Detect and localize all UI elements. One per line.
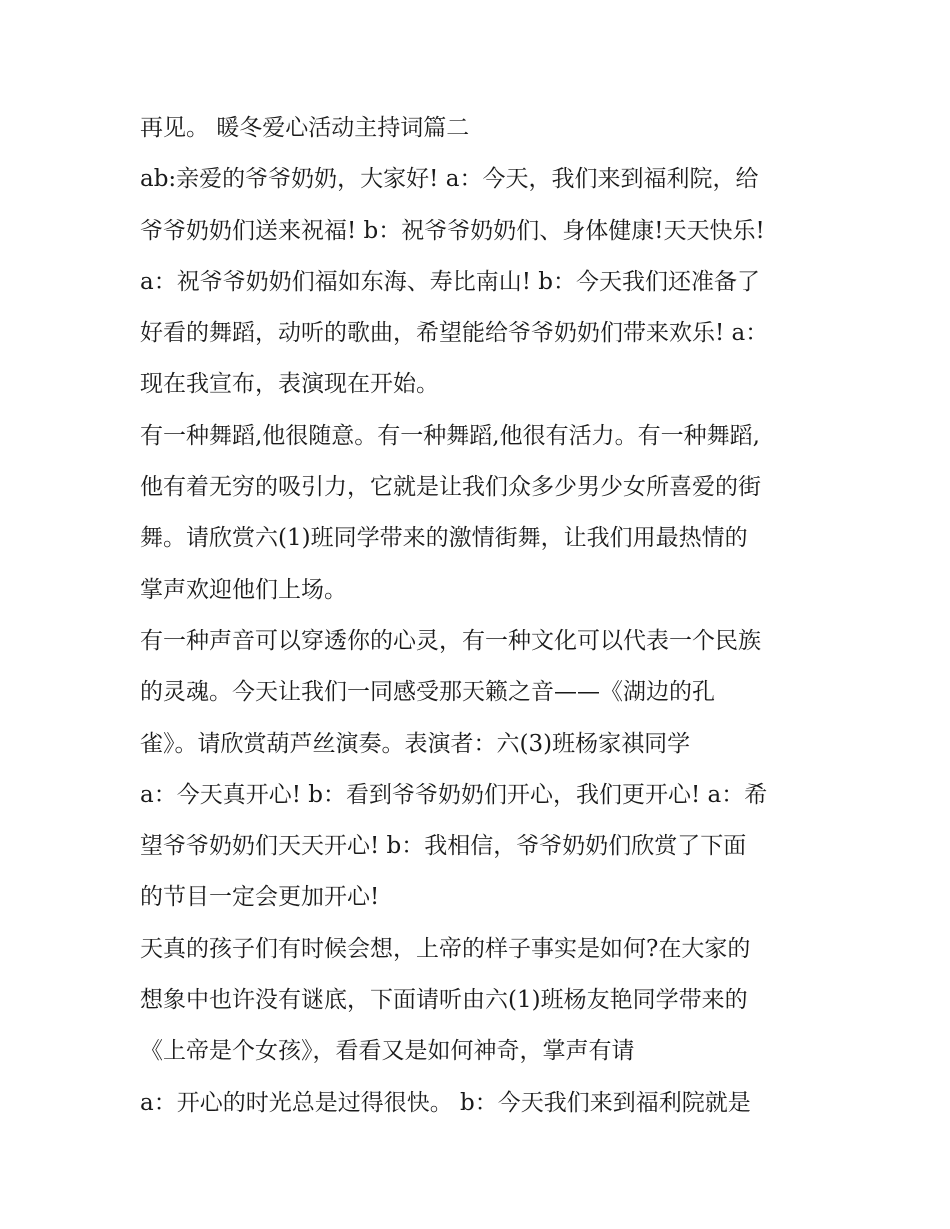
text-line: 有一种舞蹈,他很随意。有一种舞蹈,他很有活力。有一种舞蹈, <box>140 422 760 449</box>
text-line: 有一种声音可以穿透你的心灵，有一种文化可以代表一个民族 <box>140 627 761 654</box>
text-line: a：祝爷爷奶奶们福如东海、寿比南山! b：今天我们还准备了 <box>140 268 760 295</box>
text-line: a：开心的时光总是过得很快。 b：今天我们来到福利院就是 <box>140 1089 751 1116</box>
text-line: 爷爷奶奶们送来祝福! b：祝爷爷奶奶们、身体健康!天天快乐! <box>140 217 765 244</box>
text-line: a：今天真开心! b：看到爷爷奶奶们开心，我们更开心! a：希 <box>140 781 768 808</box>
text-line: 天真的孩子们有时候会想，上帝的样子事实是如何?在大家的 <box>140 935 751 962</box>
text-line: 的灵魂。今天让我们一同感受那天籁之音——《湖边的孔 <box>140 679 715 706</box>
text-line: 望爷爷奶奶们天天开心! b：我相信，爷爷奶奶们欣赏了下面 <box>140 833 747 860</box>
text-line: 《上帝是个女孩》，看看又是如何神奇，掌声有请 <box>140 1038 635 1065</box>
text-line: 舞。请欣赏六(1)班同学带来的激情街舞，让我们用最热情的 <box>140 525 748 552</box>
text-line: 好看的舞蹈，动听的歌曲，希望能给爷爷奶奶们带来欢乐! a： <box>140 320 769 347</box>
text-line: 想象中也许没有谜底，下面请听由六(1)班杨友艳同学带来的 <box>140 987 748 1014</box>
text-line: 雀》。请欣赏葫芦丝演奏。表演者：六(3)班杨家祺同学 <box>140 730 691 757</box>
text-line: 掌声欢迎他们上场。 <box>140 576 347 603</box>
text-line: 他有着无穷的吸引力，它就是让我们众多少男少女所喜爱的街 <box>140 474 761 501</box>
text-line: 再见。 暖冬爱心活动主持词篇二 <box>140 115 470 141</box>
text-line: ab:亲爱的爷爷奶奶，大家好! a：今天，我们来到福利院，给 <box>140 166 759 193</box>
text-line: 现在我宣布，表演现在开始。 <box>140 371 439 398</box>
text-line: 的节目一定会更加开心! <box>140 884 380 911</box>
document-body <box>140 103 820 1129</box>
